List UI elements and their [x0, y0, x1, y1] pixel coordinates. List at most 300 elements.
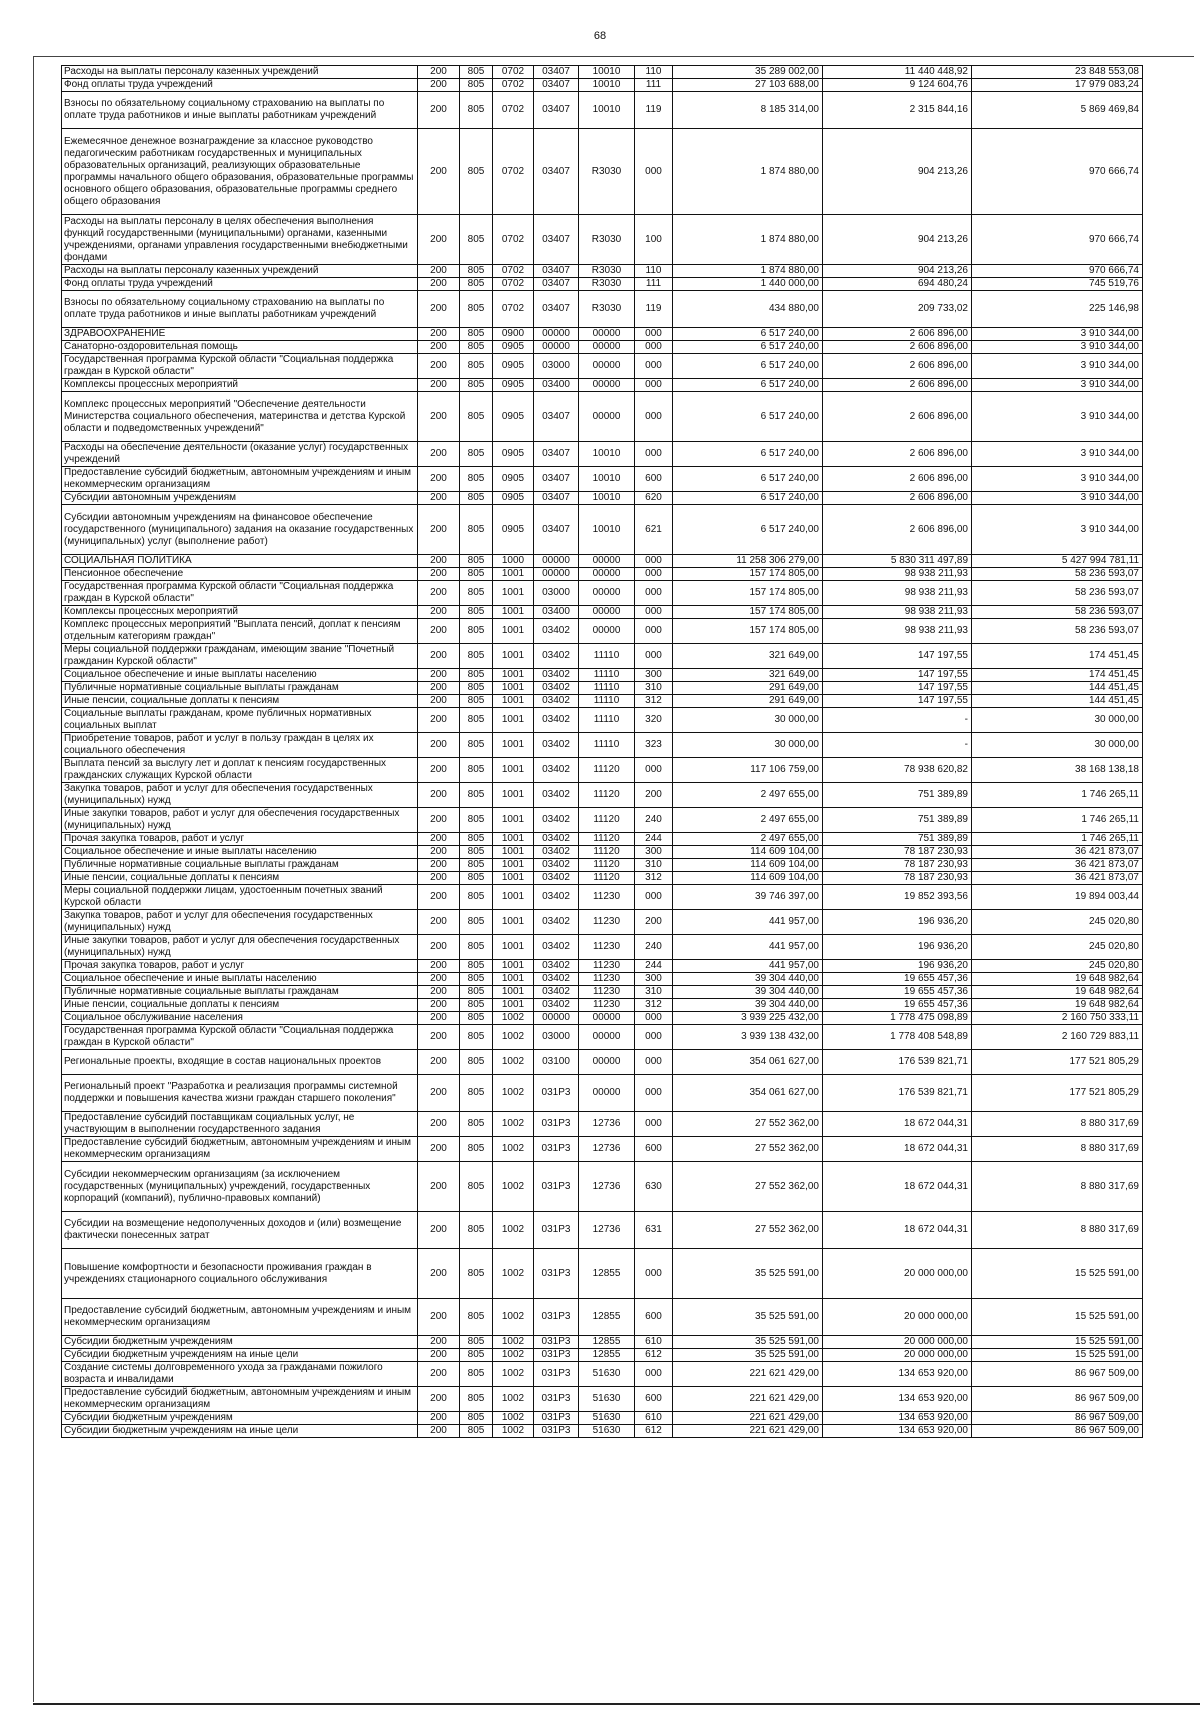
table-row: [62, 1137, 1143, 1162]
row-exec: 18 672 044,31: [823, 1137, 972, 1162]
table-row: [62, 1425, 1143, 1438]
row-cs1: 03402: [534, 708, 579, 733]
row-rz: 1001: [493, 986, 534, 999]
row-cs1: 03402: [534, 808, 579, 833]
table-row: [62, 695, 1143, 708]
row-exec: 98 938 211,93: [823, 581, 972, 606]
row-rz: 1001: [493, 973, 534, 986]
row-cs2: 00000: [579, 568, 635, 581]
row-ved: 805: [460, 708, 493, 733]
row-ved: 805: [460, 215, 493, 265]
row-plan: 6 517 240,00: [673, 328, 823, 341]
row-plan: 2 497 655,00: [673, 833, 823, 846]
row-cs1: 03402: [534, 695, 579, 708]
row-plan: 39 746 397,00: [673, 885, 823, 910]
row-rest: 86 967 509,00: [972, 1425, 1143, 1438]
row-gr: 200: [418, 695, 460, 708]
row-cs1: 03402: [534, 733, 579, 758]
row-plan: 6 517 240,00: [673, 341, 823, 354]
row-ved: 805: [460, 910, 493, 935]
row-vr: 312: [635, 872, 673, 885]
row-cs2: 00000: [579, 619, 635, 644]
row-rz: 1001: [493, 960, 534, 973]
row-name: Государственная программа Курской области "Социальная поддержка граждан в Курской области": [62, 1025, 418, 1050]
row-name: Субсидии на возмещение недополученных доходов и (или) возмещение фактически понесенных затрат: [62, 1212, 418, 1249]
row-cs1: 031P3: [534, 1249, 579, 1299]
row-name: Закупка товаров, работ и услуг для обеспечения государственных (муниципальных) нужд: [62, 910, 418, 935]
table-row: [62, 555, 1143, 568]
row-cs1: 03407: [534, 79, 579, 92]
row-cs1: 03402: [534, 682, 579, 695]
row-plan: 221 621 429,00: [673, 1425, 823, 1438]
row-gr: 200: [418, 278, 460, 291]
row-cs1: 03402: [534, 935, 579, 960]
row-name: Расходы на выплаты персоналу казенных учреждений: [62, 66, 418, 79]
row-exec: 134 653 920,00: [823, 1387, 972, 1412]
row-vr: 000: [635, 1112, 673, 1137]
row-name: Фонд оплаты труда учреждений: [62, 278, 418, 291]
row-cs1: 03402: [534, 644, 579, 669]
row-plan: 354 061 627,00: [673, 1050, 823, 1075]
row-exec: 147 197,55: [823, 695, 972, 708]
row-cs2: 10010: [579, 467, 635, 492]
row-ved: 805: [460, 581, 493, 606]
row-cs2: R3030: [579, 265, 635, 278]
row-ved: 805: [460, 555, 493, 568]
row-rz: 1001: [493, 999, 534, 1012]
row-exec: 20 000 000,00: [823, 1299, 972, 1336]
row-gr: 200: [418, 1362, 460, 1387]
row-cs2: R3030: [579, 129, 635, 215]
row-plan: 114 609 104,00: [673, 846, 823, 859]
row-cs2: 00000: [579, 328, 635, 341]
row-rest: 86 967 509,00: [972, 1387, 1143, 1412]
row-ved: 805: [460, 568, 493, 581]
row-vr: 000: [635, 442, 673, 467]
row-rz: 0905: [493, 442, 534, 467]
row-cs1: 03402: [534, 846, 579, 859]
row-rz: 1002: [493, 1137, 534, 1162]
row-cs2: 00000: [579, 379, 635, 392]
row-exec: 2 606 896,00: [823, 379, 972, 392]
row-cs2: 11110: [579, 695, 635, 708]
row-ved: 805: [460, 265, 493, 278]
row-exec: 2 606 896,00: [823, 341, 972, 354]
row-vr: 000: [635, 1050, 673, 1075]
row-rest: 144 451,45: [972, 682, 1143, 695]
row-vr: 000: [635, 606, 673, 619]
row-ved: 805: [460, 505, 493, 555]
row-rz: 1002: [493, 1299, 534, 1336]
row-rest: 3 910 344,00: [972, 379, 1143, 392]
row-cs1: 03407: [534, 467, 579, 492]
table-row: [62, 999, 1143, 1012]
row-rest: 3 910 344,00: [972, 505, 1143, 555]
row-plan: 221 621 429,00: [673, 1362, 823, 1387]
row-rest: 36 421 873,07: [972, 859, 1143, 872]
row-plan: 1 874 880,00: [673, 265, 823, 278]
budget-table: [61, 65, 1143, 1438]
row-vr: 200: [635, 910, 673, 935]
row-rz: 1001: [493, 758, 534, 783]
row-exec: 98 938 211,93: [823, 619, 972, 644]
row-exec: 78 187 230,93: [823, 859, 972, 872]
row-vr: 111: [635, 79, 673, 92]
row-vr: 312: [635, 999, 673, 1012]
table-row: [62, 392, 1143, 442]
row-vr: 240: [635, 935, 673, 960]
row-cs2: R3030: [579, 278, 635, 291]
row-cs2: 12855: [579, 1299, 635, 1336]
row-vr: 000: [635, 1025, 673, 1050]
row-ved: 805: [460, 66, 493, 79]
row-exec: 134 653 920,00: [823, 1425, 972, 1438]
row-rz: 1002: [493, 1050, 534, 1075]
row-cs1: 03402: [534, 619, 579, 644]
row-plan: 221 621 429,00: [673, 1412, 823, 1425]
row-name: Публичные нормативные социальные выплаты гражданам: [62, 986, 418, 999]
row-cs2: 11120: [579, 859, 635, 872]
row-gr: 200: [418, 568, 460, 581]
row-cs2: 10010: [579, 492, 635, 505]
row-vr: 100: [635, 215, 673, 265]
row-rz: 0905: [493, 379, 534, 392]
table-row: [62, 467, 1143, 492]
row-rest: 86 967 509,00: [972, 1362, 1143, 1387]
table-row: [62, 1075, 1143, 1112]
row-name: Региональные проекты, входящие в состав национальных проектов: [62, 1050, 418, 1075]
row-plan: 157 174 805,00: [673, 619, 823, 644]
table-row: [62, 265, 1143, 278]
row-rest: 1 746 265,11: [972, 783, 1143, 808]
row-cs2: 11230: [579, 910, 635, 935]
row-rest: 15 525 591,00: [972, 1349, 1143, 1362]
table-row: [62, 758, 1143, 783]
row-cs1: 03402: [534, 872, 579, 885]
row-rz: 1002: [493, 1425, 534, 1438]
row-cs2: 00000: [579, 581, 635, 606]
row-name: Социальное обеспечение и иные выплаты населению: [62, 669, 418, 682]
row-gr: 200: [418, 846, 460, 859]
row-cs1: 00000: [534, 1012, 579, 1025]
row-plan: 6 517 240,00: [673, 442, 823, 467]
row-gr: 200: [418, 1349, 460, 1362]
row-vr: 312: [635, 695, 673, 708]
row-exec: 176 539 821,71: [823, 1050, 972, 1075]
row-plan: 1 440 000,00: [673, 278, 823, 291]
row-name: Субсидии бюджетным учреждениям на иные цели: [62, 1349, 418, 1362]
row-cs1: 031P3: [534, 1137, 579, 1162]
table-row: [62, 708, 1143, 733]
row-name: ЗДРАВООХРАНЕНИЕ: [62, 328, 418, 341]
table-row: [62, 910, 1143, 935]
row-plan: 441 957,00: [673, 960, 823, 973]
row-plan: 6 517 240,00: [673, 354, 823, 379]
table-row: [62, 215, 1143, 265]
row-name: Предоставление субсидий бюджетным, автономным учреждениям и иным некоммерческим организациям: [62, 1137, 418, 1162]
row-cs2: 00000: [579, 1025, 635, 1050]
row-cs2: 11120: [579, 758, 635, 783]
row-cs2: 12736: [579, 1212, 635, 1249]
row-cs2: R3030: [579, 291, 635, 328]
row-cs2: 10010: [579, 442, 635, 467]
row-rz: 1002: [493, 1387, 534, 1412]
row-exec: -: [823, 708, 972, 733]
row-gr: 200: [418, 79, 460, 92]
row-gr: 200: [418, 1075, 460, 1112]
sheet-bottom-rule: [33, 1703, 1200, 1705]
row-ved: 805: [460, 1162, 493, 1212]
row-vr: 110: [635, 265, 673, 278]
row-rest: 3 910 344,00: [972, 328, 1143, 341]
row-name: Расходы на выплаты персоналу в целях обеспечения выполнения функций государственными (муниципальными) органами, казенными учреждениями, органами управления государственными внебюджетными фондами: [62, 215, 418, 265]
row-plan: 39 304 440,00: [673, 999, 823, 1012]
row-rz: 1002: [493, 1249, 534, 1299]
row-plan: 6 517 240,00: [673, 392, 823, 442]
row-ved: 805: [460, 733, 493, 758]
row-gr: 200: [418, 379, 460, 392]
row-plan: 35 525 591,00: [673, 1336, 823, 1349]
row-plan: 117 106 759,00: [673, 758, 823, 783]
table-row: [62, 846, 1143, 859]
table-row: [62, 1299, 1143, 1336]
row-vr: 610: [635, 1412, 673, 1425]
row-plan: 441 957,00: [673, 910, 823, 935]
row-name: Иные пенсии, социальные доплаты к пенсиям: [62, 695, 418, 708]
row-vr: 000: [635, 885, 673, 910]
row-name: Ежемесячное денежное вознаграждение за классное руководство педагогическим работникам государственных и муниципальных образовательных организаций, реализующих образовательные программы начального общего образования, образовательные программы основного общего образования, образовательные программы среднего общего образования: [62, 129, 418, 215]
row-plan: 3 939 225 432,00: [673, 1012, 823, 1025]
table-row: [62, 1387, 1143, 1412]
row-gr: 200: [418, 442, 460, 467]
row-cs1: 03407: [534, 442, 579, 467]
row-ved: 805: [460, 328, 493, 341]
row-cs1: 03407: [534, 215, 579, 265]
row-ved: 805: [460, 960, 493, 973]
row-gr: 200: [418, 1336, 460, 1349]
row-vr: 310: [635, 682, 673, 695]
table-row: [62, 833, 1143, 846]
row-name: Субсидии некоммерческим организациям (за исключением государственных (муниципальных) учреждений, государственных корпораций (компаний), публично-правовых компаний): [62, 1162, 418, 1212]
row-gr: 200: [418, 291, 460, 328]
row-rz: 1001: [493, 885, 534, 910]
row-ved: 805: [460, 379, 493, 392]
row-ved: 805: [460, 1137, 493, 1162]
row-rest: 58 236 593,07: [972, 606, 1143, 619]
row-cs1: 03402: [534, 885, 579, 910]
row-rz: 1001: [493, 733, 534, 758]
row-name: Субсидии автономным учреждениям: [62, 492, 418, 505]
row-cs1: 03407: [534, 129, 579, 215]
row-rz: 1001: [493, 581, 534, 606]
row-rest: 2 160 750 333,11: [972, 1012, 1143, 1025]
row-name: Субсидии бюджетным учреждениям на иные цели: [62, 1425, 418, 1438]
row-exec: 5 830 311 497,89: [823, 555, 972, 568]
table-row: [62, 129, 1143, 215]
row-cs2: 00000: [579, 392, 635, 442]
row-name: Иные закупки товаров, работ и услуг для обеспечения государственных (муниципальных) нужд: [62, 808, 418, 833]
row-rz: 1001: [493, 606, 534, 619]
row-gr: 200: [418, 66, 460, 79]
row-plan: 27 552 362,00: [673, 1112, 823, 1137]
table-row: [62, 442, 1143, 467]
row-rz: 1001: [493, 910, 534, 935]
row-gr: 200: [418, 265, 460, 278]
row-rz: 1001: [493, 644, 534, 669]
row-gr: 200: [418, 669, 460, 682]
row-vr: 000: [635, 341, 673, 354]
row-exec: 11 440 448,92: [823, 66, 972, 79]
row-exec: 134 653 920,00: [823, 1362, 972, 1387]
row-cs2: 11110: [579, 644, 635, 669]
row-rz: 1002: [493, 1212, 534, 1249]
table-row: [62, 669, 1143, 682]
row-vr: 631: [635, 1212, 673, 1249]
row-vr: 620: [635, 492, 673, 505]
row-cs1: 03000: [534, 1025, 579, 1050]
table-row: [62, 581, 1143, 606]
row-exec: 78 938 620,82: [823, 758, 972, 783]
row-ved: 805: [460, 341, 493, 354]
row-rest: 5 869 469,84: [972, 92, 1143, 129]
row-rest: 58 236 593,07: [972, 568, 1143, 581]
row-rz: 1002: [493, 1349, 534, 1362]
row-plan: 354 061 627,00: [673, 1075, 823, 1112]
row-gr: 200: [418, 606, 460, 619]
row-cs2: 00000: [579, 341, 635, 354]
row-name: Создание системы долговременного ухода за гражданами пожилого возраста и инвалидами: [62, 1362, 418, 1387]
row-rest: 177 521 805,29: [972, 1075, 1143, 1112]
row-gr: 200: [418, 935, 460, 960]
row-gr: 200: [418, 999, 460, 1012]
row-cs1: 031P3: [534, 1162, 579, 1212]
table-row: [62, 973, 1143, 986]
row-vr: 110: [635, 66, 673, 79]
row-gr: 200: [418, 1387, 460, 1412]
row-plan: 434 880,00: [673, 291, 823, 328]
row-rest: 5 427 994 781,11: [972, 555, 1143, 568]
row-rest: 2 160 729 883,11: [972, 1025, 1143, 1050]
row-rest: 36 421 873,07: [972, 846, 1143, 859]
row-plan: 39 304 440,00: [673, 986, 823, 999]
row-ved: 805: [460, 1425, 493, 1438]
row-cs1: 03400: [534, 379, 579, 392]
row-vr: 000: [635, 392, 673, 442]
row-exec: 18 672 044,31: [823, 1162, 972, 1212]
row-exec: 176 539 821,71: [823, 1075, 972, 1112]
table-row: [62, 1336, 1143, 1349]
row-ved: 805: [460, 92, 493, 129]
table-row: [62, 859, 1143, 872]
row-gr: 200: [418, 644, 460, 669]
row-rest: 86 967 509,00: [972, 1412, 1143, 1425]
row-vr: 244: [635, 833, 673, 846]
row-cs1: 03100: [534, 1050, 579, 1075]
row-rz: 1001: [493, 695, 534, 708]
row-ved: 805: [460, 808, 493, 833]
row-name: Взносы по обязательному социальному страхованию на выплаты по оплате труда работников и иные выплаты работникам учреждений: [62, 291, 418, 328]
row-vr: 000: [635, 328, 673, 341]
row-ved: 805: [460, 758, 493, 783]
row-exec: 19 655 457,36: [823, 973, 972, 986]
row-rest: 1 746 265,11: [972, 808, 1143, 833]
row-exec: 147 197,55: [823, 682, 972, 695]
table-row: [62, 66, 1143, 79]
row-ved: 805: [460, 1012, 493, 1025]
row-gr: 200: [418, 1012, 460, 1025]
row-vr: 610: [635, 1336, 673, 1349]
row-cs2: 51630: [579, 1412, 635, 1425]
row-plan: 321 649,00: [673, 669, 823, 682]
row-rest: 8 880 317,69: [972, 1162, 1143, 1212]
row-cs2: 12855: [579, 1336, 635, 1349]
row-plan: 291 649,00: [673, 682, 823, 695]
row-gr: 200: [418, 92, 460, 129]
row-exec: 98 938 211,93: [823, 606, 972, 619]
row-name: Государственная программа Курской области "Социальная поддержка граждан в Курской области": [62, 354, 418, 379]
row-cs1: 00000: [534, 568, 579, 581]
table-row: [62, 935, 1143, 960]
row-exec: 78 187 230,93: [823, 872, 972, 885]
table-row: [62, 960, 1143, 973]
row-plan: 8 185 314,00: [673, 92, 823, 129]
row-gr: 200: [418, 808, 460, 833]
row-ved: 805: [460, 846, 493, 859]
row-rest: 19 648 982,64: [972, 986, 1143, 999]
row-cs1: 03000: [534, 354, 579, 379]
row-cs2: R3030: [579, 215, 635, 265]
row-vr: 600: [635, 1387, 673, 1412]
row-cs2: 11110: [579, 733, 635, 758]
row-exec: 78 187 230,93: [823, 846, 972, 859]
row-gr: 200: [418, 1299, 460, 1336]
row-cs1: 03407: [534, 392, 579, 442]
row-vr: 612: [635, 1425, 673, 1438]
row-rest: 58 236 593,07: [972, 581, 1143, 606]
row-name: Предоставление субсидий поставщикам социальных услуг, не участвующим в выполнении государственного задания: [62, 1112, 418, 1137]
row-vr: 000: [635, 758, 673, 783]
row-cs2: 51630: [579, 1362, 635, 1387]
row-cs1: 031P3: [534, 1387, 579, 1412]
row-rest: 30 000,00: [972, 708, 1143, 733]
row-cs2: 51630: [579, 1425, 635, 1438]
row-name: Расходы на обеспечение деятельности (оказание услуг) государственных учреждений: [62, 442, 418, 467]
row-rest: 19 648 982,64: [972, 973, 1143, 986]
row-plan: 35 525 591,00: [673, 1299, 823, 1336]
row-gr: 200: [418, 129, 460, 215]
row-rz: 1001: [493, 619, 534, 644]
row-plan: 39 304 440,00: [673, 973, 823, 986]
row-name: Комплекс процессных мероприятий "Выплата пенсий, доплат к пенсиям отдельным категориям граждан": [62, 619, 418, 644]
row-vr: 300: [635, 846, 673, 859]
row-name: Предоставление субсидий бюджетным, автономным учреждениям и иным некоммерческим организациям: [62, 1299, 418, 1336]
table-row: [62, 1012, 1143, 1025]
row-rest: 3 910 344,00: [972, 467, 1143, 492]
row-exec: 19 655 457,36: [823, 999, 972, 1012]
row-plan: 3 939 138 432,00: [673, 1025, 823, 1050]
row-cs2: 11120: [579, 846, 635, 859]
row-cs1: 03402: [534, 758, 579, 783]
row-cs1: 03407: [534, 291, 579, 328]
row-cs2: 00000: [579, 1012, 635, 1025]
row-gr: 200: [418, 960, 460, 973]
row-name: Меры социальной поддержки гражданам, имеющим звание "Почетный гражданин Курской области": [62, 644, 418, 669]
table-row: [62, 682, 1143, 695]
row-cs1: 031P3: [534, 1336, 579, 1349]
row-gr: 200: [418, 708, 460, 733]
row-vr: 244: [635, 960, 673, 973]
row-gr: 200: [418, 505, 460, 555]
